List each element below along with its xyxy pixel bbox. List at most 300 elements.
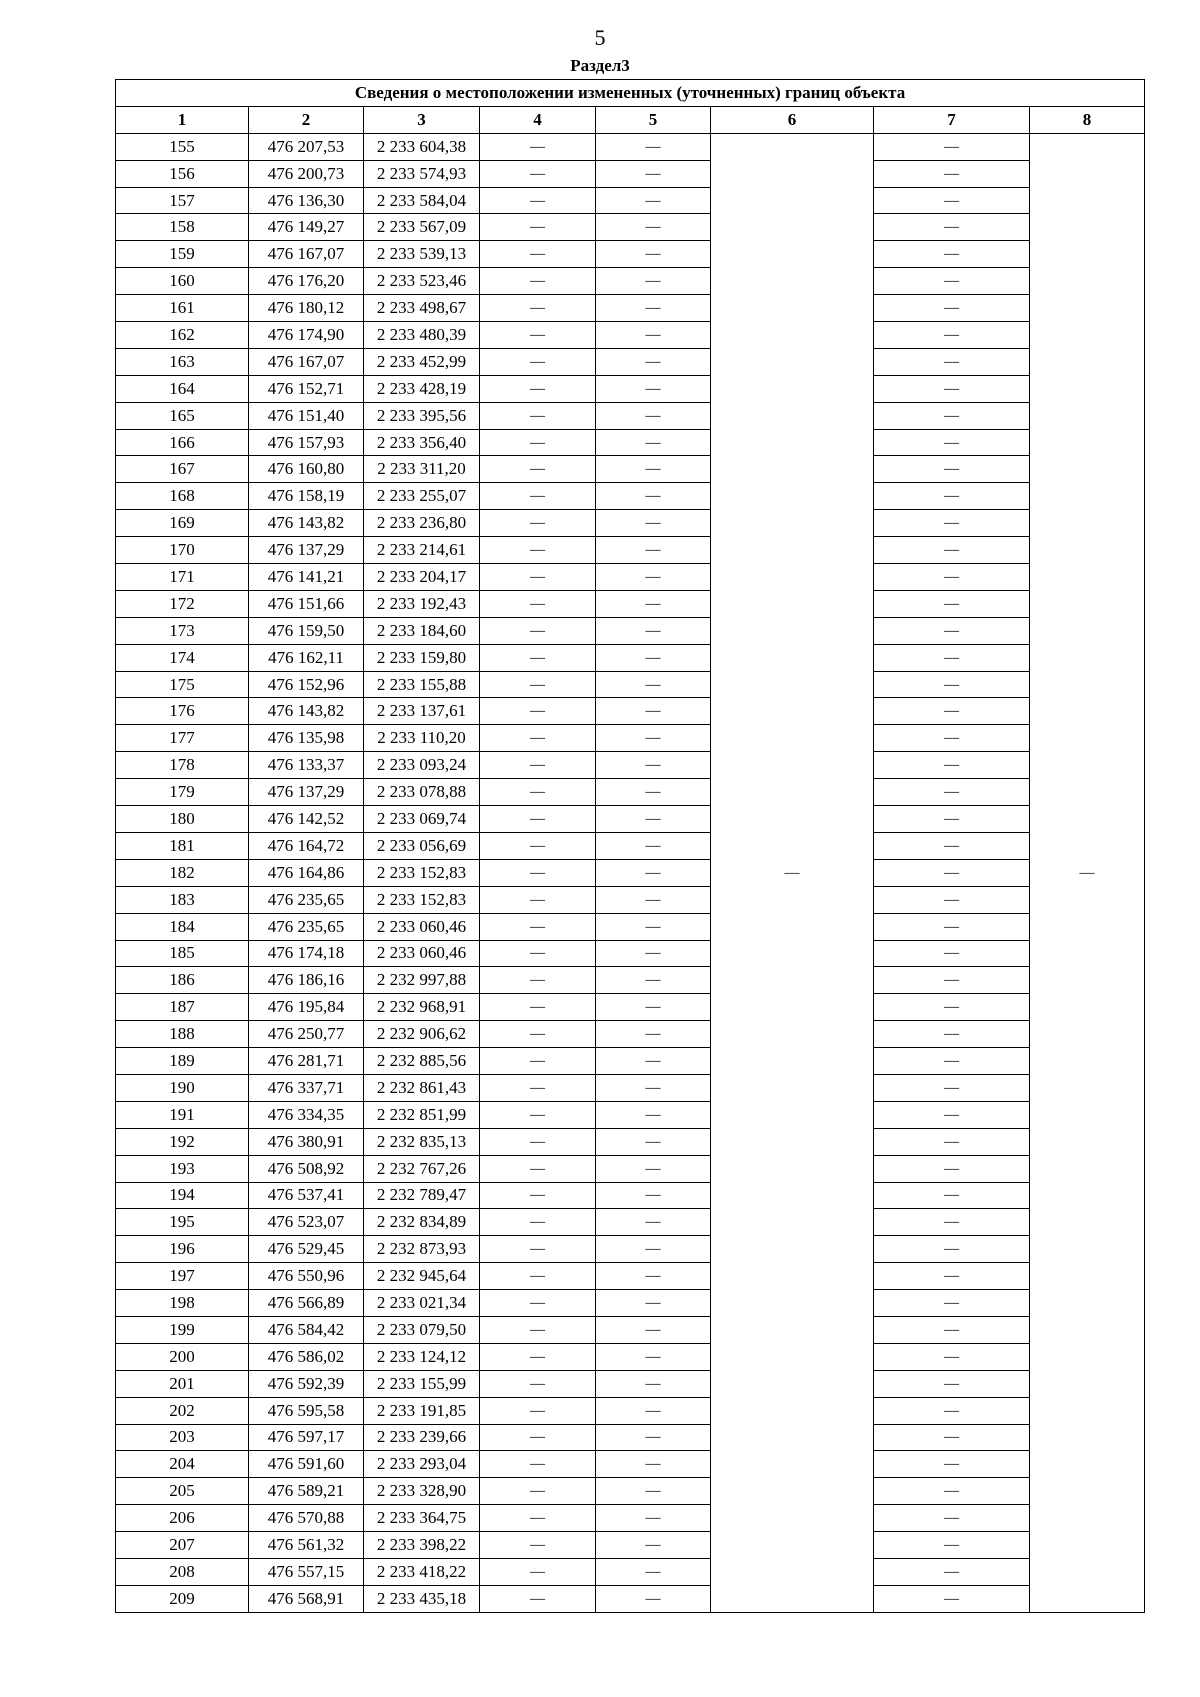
column-4-cell: — <box>480 617 596 644</box>
x-coordinate-cell: 476 152,71 <box>249 375 364 402</box>
column-7-cell: — <box>874 375 1030 402</box>
x-coordinate-cell: 476 337,71 <box>249 1074 364 1101</box>
column-4-cell: — <box>480 1074 596 1101</box>
y-coordinate-cell: 2 233 056,69 <box>364 832 480 859</box>
column-7-cell: — <box>874 537 1030 564</box>
column-7-cell: — <box>874 671 1030 698</box>
table-row <box>116 187 1145 214</box>
column-7-cell: — <box>874 994 1030 1021</box>
column-7-cell: — <box>874 1316 1030 1343</box>
column-4-cell: — <box>480 994 596 1021</box>
column-4-cell: — <box>480 322 596 349</box>
point-number-cell: 189 <box>116 1048 249 1075</box>
y-coordinate-cell: 2 233 398,22 <box>364 1532 480 1559</box>
x-coordinate-cell: 476 143,82 <box>249 698 364 725</box>
column-7-cell: — <box>874 1128 1030 1155</box>
table-row <box>116 752 1145 779</box>
point-number-cell: 178 <box>116 752 249 779</box>
table-row <box>116 214 1145 241</box>
x-coordinate-cell: 476 167,07 <box>249 348 364 375</box>
x-coordinate-cell: 476 207,53 <box>249 133 364 160</box>
column-4-cell: — <box>480 671 596 698</box>
column-5-cell: — <box>596 1021 711 1048</box>
column-7-cell: — <box>874 590 1030 617</box>
column-5-cell: — <box>596 994 711 1021</box>
table-row <box>116 1585 1145 1612</box>
table-row <box>116 590 1145 617</box>
column-4-cell: — <box>480 348 596 375</box>
y-coordinate-cell: 2 233 435,18 <box>364 1585 480 1612</box>
x-coordinate-cell: 476 537,41 <box>249 1182 364 1209</box>
table-row <box>116 886 1145 913</box>
column-4-cell: — <box>480 1370 596 1397</box>
x-coordinate-cell: 476 523,07 <box>249 1209 364 1236</box>
column-7-cell: — <box>874 1263 1030 1290</box>
column-5-cell: — <box>596 1290 711 1317</box>
table-row <box>116 779 1145 806</box>
y-coordinate-cell: 2 233 239,66 <box>364 1424 480 1451</box>
column-8-merged-cell: — <box>1030 133 1145 1612</box>
point-number-cell: 206 <box>116 1505 249 1532</box>
column-7-cell: — <box>874 1424 1030 1451</box>
column-7-cell: — <box>874 1585 1030 1612</box>
section-title: Раздел3 <box>570 56 630 75</box>
column-4-cell: — <box>480 806 596 833</box>
point-number-cell: 209 <box>116 1585 249 1612</box>
column-7-cell: — <box>874 1370 1030 1397</box>
table-row <box>116 322 1145 349</box>
column-4-cell: — <box>480 510 596 537</box>
x-coordinate-cell: 476 157,93 <box>249 429 364 456</box>
column-4-cell: — <box>480 375 596 402</box>
point-number-cell: 180 <box>116 806 249 833</box>
y-coordinate-cell: 2 233 584,04 <box>364 187 480 214</box>
column-header-3: 3 <box>364 106 480 133</box>
column-5-cell: — <box>596 322 711 349</box>
column-4-cell: — <box>480 295 596 322</box>
page-number: 5 <box>594 25 606 50</box>
table-row <box>116 133 1145 160</box>
table-row <box>116 671 1145 698</box>
column-4-cell: — <box>480 1155 596 1182</box>
point-number-cell: 199 <box>116 1316 249 1343</box>
x-coordinate-cell: 476 570,88 <box>249 1505 364 1532</box>
column-7-cell: — <box>874 779 1030 806</box>
y-coordinate-cell: 2 232 873,93 <box>364 1236 480 1263</box>
column-header-7: 7 <box>874 106 1030 133</box>
y-coordinate-cell: 2 233 523,46 <box>364 268 480 295</box>
column-6-merged-cell: — <box>711 133 874 1612</box>
column-7-cell: — <box>874 1021 1030 1048</box>
column-5-cell: — <box>596 1316 711 1343</box>
column-4-cell: — <box>480 752 596 779</box>
column-5-cell: — <box>596 402 711 429</box>
point-number-cell: 177 <box>116 725 249 752</box>
table-row <box>116 348 1145 375</box>
point-number-cell: 158 <box>116 214 249 241</box>
point-number-cell: 182 <box>116 859 249 886</box>
table-row <box>116 1424 1145 1451</box>
table-row <box>116 510 1145 537</box>
column-7-cell: — <box>874 1290 1030 1317</box>
x-coordinate-cell: 476 186,16 <box>249 967 364 994</box>
column-5-cell: — <box>596 564 711 591</box>
point-number-cell: 175 <box>116 671 249 698</box>
column-7-cell: — <box>874 187 1030 214</box>
point-number-cell: 196 <box>116 1236 249 1263</box>
column-header-4: 4 <box>480 106 596 133</box>
table-row <box>116 617 1145 644</box>
column-7-cell: — <box>874 295 1030 322</box>
table-row <box>116 483 1145 510</box>
column-5-cell: — <box>596 1209 711 1236</box>
point-number-cell: 162 <box>116 322 249 349</box>
x-coordinate-cell: 476 151,40 <box>249 402 364 429</box>
point-number-cell: 170 <box>116 537 249 564</box>
x-coordinate-cell: 476 143,82 <box>249 510 364 537</box>
column-5-cell: — <box>596 1478 711 1505</box>
y-coordinate-cell: 2 233 069,74 <box>364 806 480 833</box>
column-4-cell: — <box>480 1182 596 1209</box>
table-row <box>116 1048 1145 1075</box>
column-4-cell: — <box>480 1021 596 1048</box>
column-5-cell: — <box>596 886 711 913</box>
column-5-cell: — <box>596 456 711 483</box>
y-coordinate-cell: 2 233 452,99 <box>364 348 480 375</box>
table-row <box>116 806 1145 833</box>
point-number-cell: 186 <box>116 967 249 994</box>
point-number-cell: 188 <box>116 1021 249 1048</box>
column-4-cell: — <box>480 644 596 671</box>
column-4-cell: — <box>480 456 596 483</box>
table-row <box>116 1370 1145 1397</box>
column-4-cell: — <box>480 241 596 268</box>
point-number-cell: 190 <box>116 1074 249 1101</box>
y-coordinate-cell: 2 232 789,47 <box>364 1182 480 1209</box>
column-5-cell: — <box>596 698 711 725</box>
column-5-cell: — <box>596 967 711 994</box>
column-5-cell: — <box>596 725 711 752</box>
x-coordinate-cell: 476 589,21 <box>249 1478 364 1505</box>
column-5-cell: — <box>596 913 711 940</box>
y-coordinate-cell: 2 233 093,24 <box>364 752 480 779</box>
column-7-cell: — <box>874 1209 1030 1236</box>
table-row <box>116 1532 1145 1559</box>
y-coordinate-cell: 2 232 885,56 <box>364 1048 480 1075</box>
table-row <box>116 1290 1145 1317</box>
column-header-6: 6 <box>711 106 874 133</box>
column-5-cell: — <box>596 940 711 967</box>
y-coordinate-cell: 2 233 060,46 <box>364 940 480 967</box>
column-4-cell: — <box>480 160 596 187</box>
y-coordinate-cell: 2 233 079,50 <box>364 1316 480 1343</box>
point-number-cell: 168 <box>116 483 249 510</box>
point-number-cell: 174 <box>116 644 249 671</box>
column-7-cell: — <box>874 1532 1030 1559</box>
column-header-2: 2 <box>249 106 364 133</box>
column-4-cell: — <box>480 268 596 295</box>
table-row <box>116 1316 1145 1343</box>
column-5-cell: — <box>596 1451 711 1478</box>
y-coordinate-cell: 2 233 155,88 <box>364 671 480 698</box>
column-4-cell: — <box>480 214 596 241</box>
column-5-cell: — <box>596 1505 711 1532</box>
column-4-cell: — <box>480 187 596 214</box>
table-row <box>116 1263 1145 1290</box>
column-5-cell: — <box>596 160 711 187</box>
y-coordinate-cell: 2 233 021,34 <box>364 1290 480 1317</box>
column-5-cell: — <box>596 1397 711 1424</box>
x-coordinate-cell: 476 136,30 <box>249 187 364 214</box>
column-7-cell: — <box>874 886 1030 913</box>
column-4-cell: — <box>480 698 596 725</box>
point-number-cell: 181 <box>116 832 249 859</box>
column-4-cell: — <box>480 967 596 994</box>
point-number-cell: 169 <box>116 510 249 537</box>
x-coordinate-cell: 476 281,71 <box>249 1048 364 1075</box>
column-7-cell: — <box>874 1505 1030 1532</box>
column-5-cell: — <box>596 1532 711 1559</box>
y-coordinate-cell: 2 232 767,26 <box>364 1155 480 1182</box>
column-4-cell: — <box>480 1505 596 1532</box>
point-number-cell: 163 <box>116 348 249 375</box>
column-7-cell: — <box>874 133 1030 160</box>
column-5-cell: — <box>596 187 711 214</box>
column-7-cell: — <box>874 752 1030 779</box>
point-number-cell: 167 <box>116 456 249 483</box>
column-4-cell: — <box>480 1101 596 1128</box>
column-7-cell: — <box>874 1101 1030 1128</box>
column-4-cell: — <box>480 1478 596 1505</box>
column-7-cell: — <box>874 1478 1030 1505</box>
column-5-cell: — <box>596 133 711 160</box>
x-coordinate-cell: 476 180,12 <box>249 295 364 322</box>
point-number-cell: 155 <box>116 133 249 160</box>
column-5-cell: — <box>596 1182 711 1209</box>
y-coordinate-cell: 2 232 968,91 <box>364 994 480 1021</box>
y-coordinate-cell: 2 232 835,13 <box>364 1128 480 1155</box>
y-coordinate-cell: 2 233 155,99 <box>364 1370 480 1397</box>
x-coordinate-cell: 476 137,29 <box>249 537 364 564</box>
column-header-row <box>116 106 1145 133</box>
point-number-cell: 171 <box>116 564 249 591</box>
x-coordinate-cell: 476 158,19 <box>249 483 364 510</box>
table-row <box>116 832 1145 859</box>
table-row <box>116 1209 1145 1236</box>
column-5-cell: — <box>596 510 711 537</box>
column-5-cell: — <box>596 1236 711 1263</box>
x-coordinate-cell: 476 137,29 <box>249 779 364 806</box>
x-coordinate-cell: 476 200,73 <box>249 160 364 187</box>
column-7-cell: — <box>874 268 1030 295</box>
x-coordinate-cell: 476 162,11 <box>249 644 364 671</box>
point-number-cell: 204 <box>116 1451 249 1478</box>
x-coordinate-cell: 476 141,21 <box>249 564 364 591</box>
column-5-cell: — <box>596 1585 711 1612</box>
point-number-cell: 207 <box>116 1532 249 1559</box>
y-coordinate-cell: 2 232 997,88 <box>364 967 480 994</box>
y-coordinate-cell: 2 232 861,43 <box>364 1074 480 1101</box>
y-coordinate-cell: 2 233 060,46 <box>364 913 480 940</box>
table-row <box>116 268 1145 295</box>
x-coordinate-cell: 476 174,90 <box>249 322 364 349</box>
x-coordinate-cell: 476 151,66 <box>249 590 364 617</box>
table-row <box>116 1236 1145 1263</box>
y-coordinate-cell: 2 233 498,67 <box>364 295 480 322</box>
y-coordinate-cell: 2 232 945,64 <box>364 1263 480 1290</box>
point-number-cell: 166 <box>116 429 249 456</box>
point-number-cell: 187 <box>116 994 249 1021</box>
table-row <box>116 241 1145 268</box>
y-coordinate-cell: 2 233 480,39 <box>364 322 480 349</box>
column-5-cell: — <box>596 268 711 295</box>
column-5-cell: — <box>596 1101 711 1128</box>
table-row <box>116 160 1145 187</box>
column-7-cell: — <box>874 913 1030 940</box>
x-coordinate-cell: 476 568,91 <box>249 1585 364 1612</box>
y-coordinate-cell: 2 233 152,83 <box>364 886 480 913</box>
point-number-cell: 201 <box>116 1370 249 1397</box>
y-coordinate-cell: 2 232 834,89 <box>364 1209 480 1236</box>
y-coordinate-cell: 2 233 293,04 <box>364 1451 480 1478</box>
x-coordinate-cell: 476 597,17 <box>249 1424 364 1451</box>
column-5-cell: — <box>596 779 711 806</box>
table-body <box>116 133 1145 1612</box>
column-5-cell: — <box>596 832 711 859</box>
x-coordinate-cell: 476 164,86 <box>249 859 364 886</box>
table-row <box>116 1074 1145 1101</box>
y-coordinate-cell: 2 233 192,43 <box>364 590 480 617</box>
x-coordinate-cell: 476 164,72 <box>249 832 364 859</box>
y-coordinate-cell: 2 233 184,60 <box>364 617 480 644</box>
table-row <box>116 456 1145 483</box>
table-row <box>116 859 1145 886</box>
column-4-cell: — <box>480 1451 596 1478</box>
y-coordinate-cell: 2 233 328,90 <box>364 1478 480 1505</box>
column-7-cell: — <box>874 348 1030 375</box>
column-7-cell: — <box>874 160 1030 187</box>
column-5-cell: — <box>596 348 711 375</box>
column-4-cell: — <box>480 1397 596 1424</box>
table-row <box>116 1128 1145 1155</box>
column-5-cell: — <box>596 1424 711 1451</box>
point-number-cell: 157 <box>116 187 249 214</box>
column-4-cell: — <box>480 537 596 564</box>
column-5-cell: — <box>596 483 711 510</box>
point-number-cell: 164 <box>116 375 249 402</box>
y-coordinate-cell: 2 232 906,62 <box>364 1021 480 1048</box>
y-coordinate-cell: 2 233 574,93 <box>364 160 480 187</box>
column-7-cell: — <box>874 1236 1030 1263</box>
x-coordinate-cell: 476 334,35 <box>249 1101 364 1128</box>
y-coordinate-cell: 2 233 567,09 <box>364 214 480 241</box>
column-4-cell: — <box>480 483 596 510</box>
y-coordinate-cell: 2 233 137,61 <box>364 698 480 725</box>
table-caption: Сведения о местоположении измененных (уточненных) границ объекта <box>116 80 1145 107</box>
x-coordinate-cell: 476 584,42 <box>249 1316 364 1343</box>
point-number-cell: 176 <box>116 698 249 725</box>
y-coordinate-cell: 2 233 356,40 <box>364 429 480 456</box>
x-coordinate-cell: 476 152,96 <box>249 671 364 698</box>
table-caption-row <box>116 80 1145 107</box>
x-coordinate-cell: 476 142,52 <box>249 806 364 833</box>
x-coordinate-cell: 476 235,65 <box>249 886 364 913</box>
table-row <box>116 1558 1145 1585</box>
point-number-cell: 185 <box>116 940 249 967</box>
column-5-cell: — <box>596 295 711 322</box>
x-coordinate-cell: 476 566,89 <box>249 1290 364 1317</box>
column-5-cell: — <box>596 1263 711 1290</box>
point-number-cell: 160 <box>116 268 249 295</box>
column-header-8: 8 <box>1030 106 1145 133</box>
x-coordinate-cell: 476 592,39 <box>249 1370 364 1397</box>
column-4-cell: — <box>480 859 596 886</box>
column-4-cell: — <box>480 1048 596 1075</box>
point-number-cell: 208 <box>116 1558 249 1585</box>
point-number-cell: 197 <box>116 1263 249 1290</box>
column-4-cell: — <box>480 1424 596 1451</box>
column-7-cell: — <box>874 832 1030 859</box>
column-4-cell: — <box>480 402 596 429</box>
column-5-cell: — <box>596 375 711 402</box>
point-number-cell: 159 <box>116 241 249 268</box>
y-coordinate-cell: 2 233 395,56 <box>364 402 480 429</box>
x-coordinate-cell: 476 557,15 <box>249 1558 364 1585</box>
x-coordinate-cell: 476 586,02 <box>249 1343 364 1370</box>
point-number-cell: 203 <box>116 1424 249 1451</box>
column-5-cell: — <box>596 671 711 698</box>
point-number-cell: 172 <box>116 590 249 617</box>
y-coordinate-cell: 2 233 428,19 <box>364 375 480 402</box>
y-coordinate-cell: 2 233 159,80 <box>364 644 480 671</box>
column-4-cell: — <box>480 886 596 913</box>
column-5-cell: — <box>596 1155 711 1182</box>
column-5-cell: — <box>596 617 711 644</box>
table-row <box>116 375 1145 402</box>
point-number-cell: 173 <box>116 617 249 644</box>
column-7-cell: — <box>874 617 1030 644</box>
point-number-cell: 183 <box>116 886 249 913</box>
column-4-cell: — <box>480 1585 596 1612</box>
table-row <box>116 1451 1145 1478</box>
y-coordinate-cell: 2 233 214,61 <box>364 537 480 564</box>
column-4-cell: — <box>480 913 596 940</box>
point-number-cell: 179 <box>116 779 249 806</box>
y-coordinate-cell: 2 233 236,80 <box>364 510 480 537</box>
x-coordinate-cell: 476 595,58 <box>249 1397 364 1424</box>
x-coordinate-cell: 476 133,37 <box>249 752 364 779</box>
y-coordinate-cell: 2 233 539,13 <box>364 241 480 268</box>
x-coordinate-cell: 476 250,77 <box>249 1021 364 1048</box>
point-number-cell: 205 <box>116 1478 249 1505</box>
y-coordinate-cell: 2 233 418,22 <box>364 1558 480 1585</box>
point-number-cell: 193 <box>116 1155 249 1182</box>
x-coordinate-cell: 476 508,92 <box>249 1155 364 1182</box>
y-coordinate-cell: 2 233 311,20 <box>364 456 480 483</box>
column-5-cell: — <box>596 429 711 456</box>
table-row <box>116 429 1145 456</box>
y-coordinate-cell: 2 233 078,88 <box>364 779 480 806</box>
column-7-cell: — <box>874 698 1030 725</box>
y-coordinate-cell: 2 233 110,20 <box>364 725 480 752</box>
point-number-cell: 200 <box>116 1343 249 1370</box>
table-row <box>116 1182 1145 1209</box>
point-number-cell: 184 <box>116 913 249 940</box>
column-4-cell: — <box>480 940 596 967</box>
column-4-cell: — <box>480 779 596 806</box>
column-7-cell: — <box>874 429 1030 456</box>
column-7-cell: — <box>874 806 1030 833</box>
